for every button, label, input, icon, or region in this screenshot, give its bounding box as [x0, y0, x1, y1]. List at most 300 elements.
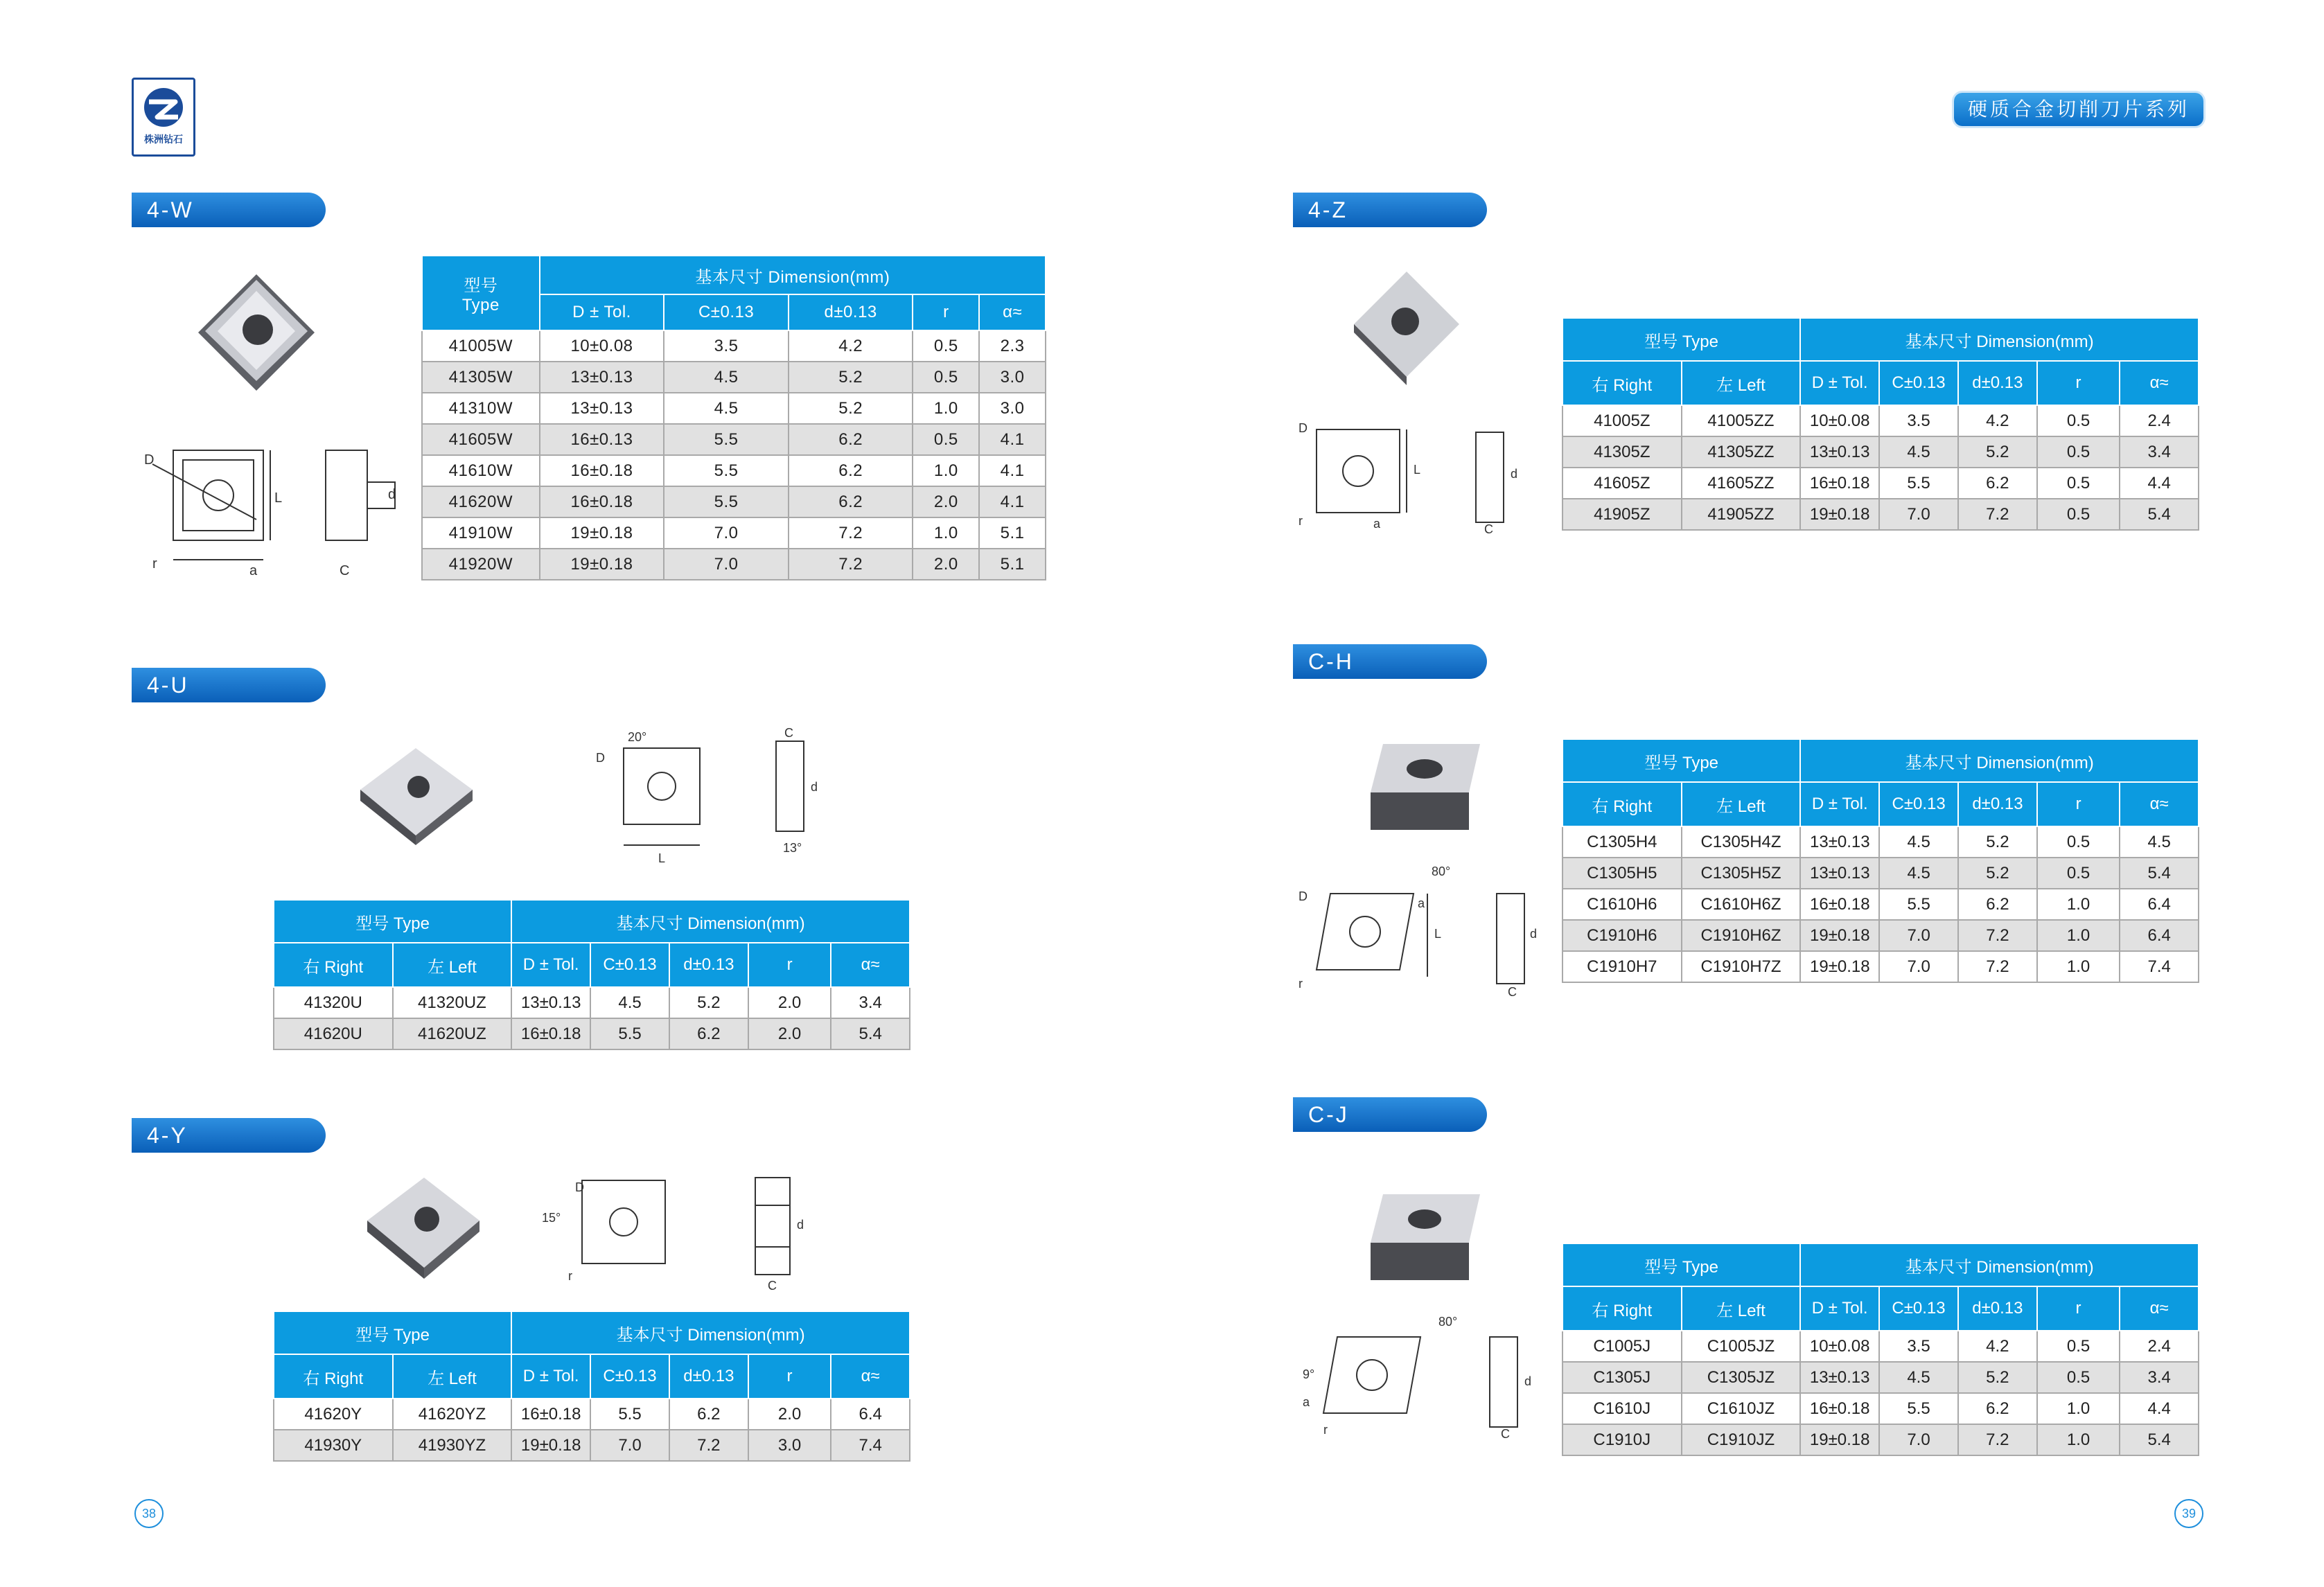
col-header: d±0.13 — [1958, 1286, 2037, 1331]
col-header: C±0.13 — [1879, 1286, 1958, 1331]
table-cell: 16±0.18 — [540, 455, 664, 486]
table-cell: 7.0 — [1879, 920, 1958, 951]
label-D: D — [1299, 423, 1308, 435]
insert-ch-image — [1365, 734, 1483, 838]
label-a: a — [1303, 1395, 1310, 1409]
table-cell: 5.2 — [789, 393, 913, 424]
table-cell: 41620U — [274, 1018, 393, 1049]
col-header: r — [748, 1354, 831, 1399]
section-title-cj: C-J — [1293, 1097, 1487, 1132]
table-cell: C1305H5Z — [1682, 858, 1801, 889]
section-title-4u: 4-U — [132, 668, 326, 702]
table-cell: 13±0.13 — [540, 393, 664, 424]
table-cell: C1610H6 — [1562, 889, 1682, 920]
label-angle-80: 80° — [1432, 866, 1451, 878]
table-cell: 41320UZ — [393, 987, 512, 1018]
table-cell: 13±0.13 — [1800, 1362, 1879, 1393]
table-cell: 4.2 — [1958, 405, 2037, 436]
insert-4y-image — [360, 1171, 485, 1282]
label-angle-20: 20° — [628, 730, 647, 744]
table-cell: 5.5 — [1879, 1393, 1958, 1424]
insert-4w-image — [194, 270, 319, 395]
col-header: d±0.13 — [1958, 782, 2037, 826]
table-row — [1562, 405, 2199, 436]
table-cell: 5.2 — [669, 987, 748, 1018]
table-cell: 16±0.18 — [511, 1018, 590, 1049]
table-cell: 0.5 — [2037, 1362, 2120, 1393]
header-type: 型号 Type — [274, 1311, 511, 1354]
col-header: C±0.13 — [1879, 361, 1958, 405]
table-cell: 41005Z — [1562, 405, 1682, 436]
col-header: C±0.13 — [1879, 782, 1958, 826]
table-cell: 5.2 — [1958, 1362, 2037, 1393]
table-cell: 41920W — [422, 549, 540, 580]
table-cell: 16±0.18 — [1800, 468, 1879, 499]
label-C: C — [784, 727, 793, 740]
drawing-4z — [1296, 423, 1545, 547]
table-cell: 19±0.18 — [511, 1430, 590, 1461]
col-header: C±0.13 — [590, 943, 669, 987]
col-header: r — [748, 943, 831, 987]
table-cell: 3.4 — [2120, 436, 2199, 468]
table-cell: 41605ZZ — [1682, 468, 1801, 499]
col-header: r — [2037, 782, 2120, 826]
table-cell: 2.0 — [748, 987, 831, 1018]
table-cell: 3.5 — [1879, 1331, 1958, 1362]
insert-4u-image — [353, 741, 478, 845]
table-row — [422, 517, 1046, 549]
table-cell: C1005J — [1562, 1331, 1682, 1362]
table-cell: 5.5 — [590, 1399, 669, 1430]
table-cell: 7.2 — [789, 517, 913, 549]
table-cell: 1.0 — [2037, 889, 2120, 920]
col-header: d±0.13 — [669, 1354, 748, 1399]
logo-mark-icon — [142, 87, 185, 128]
drawing-4u — [589, 727, 838, 866]
table-cell: C1305JZ — [1682, 1362, 1801, 1393]
table-row — [1562, 826, 2199, 858]
table-cell: 41620UZ — [393, 1018, 512, 1049]
label-a: a — [1418, 896, 1425, 910]
spec-table-4z — [1562, 317, 2199, 531]
table-cell: 41930YZ — [393, 1430, 512, 1461]
table-cell: 5.1 — [979, 549, 1046, 580]
series-title-badge: 硬质合金切削刀片系列 — [1954, 93, 2203, 126]
table-cell: 7.0 — [664, 549, 789, 580]
drawing-4w — [139, 443, 416, 582]
label-r: r — [568, 1269, 572, 1283]
label-d: d — [1524, 1374, 1532, 1388]
table-cell: 16±0.18 — [1800, 1393, 1879, 1424]
table-cell: 3.4 — [2120, 1362, 2199, 1393]
header-type — [422, 256, 540, 330]
table-cell: 1.0 — [2037, 1393, 2120, 1424]
spec-table-4w — [421, 255, 1046, 580]
label-C: C — [768, 1279, 777, 1293]
table-cell: 1.0 — [2037, 920, 2120, 951]
brand-logo — [132, 78, 195, 157]
header-type-en: Type — [461, 295, 500, 314]
table-cell: C1305H5 — [1562, 858, 1682, 889]
label-D: D — [1299, 889, 1308, 903]
label-C: C — [340, 563, 350, 578]
table-cell: C1610JZ — [1682, 1393, 1801, 1424]
table-cell: 19±0.18 — [540, 549, 664, 580]
table-cell: 2.0 — [913, 549, 979, 580]
table-cell: 2.3 — [979, 330, 1046, 362]
table-cell: 7.0 — [590, 1430, 669, 1461]
col-header: D ± Tol. — [511, 1354, 590, 1399]
table-cell: 6.2 — [789, 455, 913, 486]
table-cell: 4.2 — [1958, 1331, 2037, 1362]
col-header: α≈ — [2120, 782, 2199, 826]
table-cell: 6.4 — [831, 1399, 910, 1430]
table-row — [274, 1399, 910, 1430]
table-cell: 13±0.13 — [1800, 826, 1879, 858]
table-cell: C1005JZ — [1682, 1331, 1801, 1362]
col-header-right: 右 Right — [1562, 361, 1682, 405]
table-cell: 6.2 — [1958, 468, 2037, 499]
table-cell: 2.4 — [2120, 1331, 2199, 1362]
label-d: d — [1511, 467, 1518, 481]
label-a: a — [1373, 517, 1381, 531]
table-cell: 4.5 — [1879, 858, 1958, 889]
table-cell: 41605Z — [1562, 468, 1682, 499]
table-cell: 4.2 — [789, 330, 913, 362]
table-row — [1562, 499, 2199, 530]
table-cell: 3.0 — [979, 362, 1046, 393]
label-angle-80: 80° — [1438, 1316, 1458, 1329]
table-cell: 1.0 — [2037, 951, 2120, 982]
table-cell: 4.5 — [1879, 436, 1958, 468]
col-header: r — [2037, 1286, 2120, 1331]
label-a: a — [249, 563, 258, 578]
label-D: D — [575, 1180, 584, 1194]
table-cell: 5.2 — [1958, 826, 2037, 858]
table-cell: 0.5 — [2037, 436, 2120, 468]
table-cell: C1910J — [1562, 1424, 1682, 1455]
table-row — [1562, 1331, 2199, 1362]
table-cell: 4.4 — [2120, 1393, 2199, 1424]
header-dimension: 基本尺寸 Dimension(mm) — [1800, 318, 2199, 361]
table-cell: 2.0 — [748, 1018, 831, 1049]
table-cell: 4.5 — [590, 987, 669, 1018]
table-cell: 41930Y — [274, 1430, 393, 1461]
table-cell: C1910JZ — [1682, 1424, 1801, 1455]
table-cell: 7.4 — [2120, 951, 2199, 982]
header-dimension: 基本尺寸 Dimension(mm) — [1800, 1243, 2199, 1286]
table-cell: 41605W — [422, 424, 540, 455]
table-cell: 16±0.13 — [540, 424, 664, 455]
table-cell: 13±0.13 — [1800, 436, 1879, 468]
table-cell: C1910H6Z — [1682, 920, 1801, 951]
table-row — [1562, 468, 2199, 499]
label-r: r — [152, 556, 157, 571]
col-header: C±0.13 — [664, 294, 789, 330]
drawing-4y — [540, 1171, 818, 1295]
col-header: D ± Tol. — [1800, 361, 1879, 405]
col-header-left: 左 Left — [1682, 1286, 1801, 1331]
label-angle-13: 13° — [783, 841, 802, 855]
spec-table-4u — [273, 899, 910, 1050]
table-row — [1562, 889, 2199, 920]
table-cell: 41620YZ — [393, 1399, 512, 1430]
table-row — [1562, 951, 2199, 982]
table-cell: 7.2 — [789, 549, 913, 580]
table-cell: 16±0.18 — [1800, 889, 1879, 920]
table-cell: 13±0.13 — [1800, 858, 1879, 889]
header-dimension: 基本尺寸 Dimension(mm) — [511, 1311, 910, 1354]
col-header: D ± Tol. — [540, 294, 664, 330]
col-header-left: 左 Left — [1682, 782, 1801, 826]
label-L: L — [1434, 927, 1442, 941]
table-cell: 3.4 — [831, 987, 910, 1018]
label-C: C — [1484, 522, 1493, 536]
table-cell: 6.2 — [669, 1399, 748, 1430]
table-cell: 41620Y — [274, 1399, 393, 1430]
table-cell: C1910H6 — [1562, 920, 1682, 951]
table-cell: 13±0.13 — [511, 987, 590, 1018]
table-cell: 7.0 — [1879, 499, 1958, 530]
table-cell: 0.5 — [913, 362, 979, 393]
table-cell: C1610J — [1562, 1393, 1682, 1424]
table-row — [422, 330, 1046, 362]
table-cell: 19±0.18 — [1800, 920, 1879, 951]
drawing-cj — [1296, 1316, 1545, 1441]
table-cell: C1305J — [1562, 1362, 1682, 1393]
label-d: d — [388, 487, 396, 502]
table-cell: 4.4 — [2120, 468, 2199, 499]
table-cell: 0.5 — [2037, 858, 2120, 889]
table-cell: 6.4 — [2120, 889, 2199, 920]
table-cell: 0.5 — [2037, 405, 2120, 436]
spec-table-cj — [1562, 1243, 2199, 1456]
table-cell: 0.5 — [2037, 499, 2120, 530]
table-cell: 3.5 — [1879, 405, 1958, 436]
table-cell: 5.5 — [664, 486, 789, 517]
table-cell: 10±0.08 — [1800, 405, 1879, 436]
header-dimension: 基本尺寸 Dimension(mm) — [511, 900, 910, 943]
table-cell: 10±0.08 — [540, 330, 664, 362]
table-cell: 2.0 — [913, 486, 979, 517]
label-d: d — [1530, 927, 1538, 941]
col-header-right: 右 Right — [1562, 782, 1682, 826]
table-cell: 4.5 — [1879, 826, 1958, 858]
label-L: L — [658, 851, 666, 865]
table-cell: 41305Z — [1562, 436, 1682, 468]
page-number-right: 39 — [2174, 1499, 2203, 1528]
table-cell: 1.0 — [913, 393, 979, 424]
spec-table-ch — [1562, 738, 2199, 983]
insert-cj-image — [1365, 1185, 1483, 1288]
table-cell: C1910H7Z — [1682, 951, 1801, 982]
col-header-right: 右 Right — [274, 943, 393, 987]
table-cell: 5.5 — [590, 1018, 669, 1049]
table-cell: 19±0.18 — [1800, 951, 1879, 982]
table-cell: 13±0.13 — [540, 362, 664, 393]
table-cell: 41005ZZ — [1682, 405, 1801, 436]
col-header: α≈ — [2120, 361, 2199, 405]
col-header-left: 左 Left — [393, 943, 512, 987]
table-row — [1562, 1362, 2199, 1393]
table-cell: 0.5 — [913, 330, 979, 362]
table-cell: 10±0.08 — [1800, 1331, 1879, 1362]
col-header: d±0.13 — [1958, 361, 2037, 405]
header-dimension: 基本尺寸 Dimension(mm) — [540, 256, 1046, 294]
label-D: D — [596, 751, 605, 765]
table-cell: 41905ZZ — [1682, 499, 1801, 530]
table-cell: 0.5 — [2037, 468, 2120, 499]
col-header-left: 左 Left — [1682, 361, 1801, 405]
table-cell: 1.0 — [913, 517, 979, 549]
table-cell: 5.4 — [831, 1018, 910, 1049]
table-cell: 4.1 — [979, 424, 1046, 455]
table-cell: 6.2 — [1958, 1393, 2037, 1424]
table-cell: 7.2 — [1958, 1424, 2037, 1455]
table-cell: 4.5 — [2120, 826, 2199, 858]
table-cell: 5.5 — [664, 455, 789, 486]
table-cell: 19±0.18 — [540, 517, 664, 549]
section-title-4w: 4-W — [132, 193, 326, 227]
logo-text: 株洲钻石 — [144, 134, 183, 145]
table-cell: 41620W — [422, 486, 540, 517]
col-header: r — [913, 294, 979, 330]
table-row — [1562, 1424, 2199, 1455]
label-L: L — [1414, 463, 1421, 477]
table-row — [422, 362, 1046, 393]
table-row — [274, 987, 910, 1018]
table-cell: 41320U — [274, 987, 393, 1018]
col-header: D ± Tol. — [1800, 1286, 1879, 1331]
header-type: 型号 Type — [1562, 318, 1800, 361]
page-number-left: 38 — [134, 1499, 164, 1528]
table-cell: 5.5 — [1879, 468, 1958, 499]
table-cell: 4.5 — [664, 362, 789, 393]
table-cell: 5.4 — [2120, 1424, 2199, 1455]
label-D: D — [144, 452, 155, 468]
insert-4z-image — [1351, 269, 1462, 387]
table-cell: 41305W — [422, 362, 540, 393]
table-cell: 2.4 — [2120, 405, 2199, 436]
table-cell: 6.2 — [669, 1018, 748, 1049]
table-cell: 5.5 — [664, 424, 789, 455]
table-cell: 0.5 — [913, 424, 979, 455]
col-header: D ± Tol. — [511, 943, 590, 987]
table-cell: 1.0 — [2037, 1424, 2120, 1455]
table-cell: C1610H6Z — [1682, 889, 1801, 920]
table-cell: 19±0.18 — [1800, 1424, 1879, 1455]
label-d: d — [811, 780, 818, 794]
table-cell: 5.2 — [789, 362, 913, 393]
table-row — [422, 486, 1046, 517]
label-angle-9: 9° — [1303, 1367, 1315, 1381]
header-type: 型号 Type — [1562, 739, 1800, 782]
table-cell: 7.0 — [1879, 951, 1958, 982]
table-cell: 41005W — [422, 330, 540, 362]
col-header-right: 右 Right — [1562, 1286, 1682, 1331]
label-r: r — [1299, 514, 1303, 528]
table-cell: 7.2 — [1958, 499, 2037, 530]
table-cell: 16±0.18 — [511, 1399, 590, 1430]
table-cell: 5.2 — [1958, 858, 2037, 889]
col-header: D ± Tol. — [1800, 782, 1879, 826]
table-row — [1562, 920, 2199, 951]
table-cell: 19±0.18 — [1800, 499, 1879, 530]
table-cell: 16±0.18 — [540, 486, 664, 517]
col-header: d±0.13 — [669, 943, 748, 987]
label-r: r — [1299, 977, 1303, 991]
col-header-right: 右 Right — [274, 1354, 393, 1399]
table-row — [422, 549, 1046, 580]
table-row — [1562, 436, 2199, 468]
table-row — [422, 393, 1046, 424]
table-cell: 41305ZZ — [1682, 436, 1801, 468]
table-cell: 7.4 — [831, 1430, 910, 1461]
col-header: d±0.13 — [789, 294, 913, 330]
label-angle-15: 15° — [542, 1211, 561, 1225]
section-title-ch: C-H — [1293, 644, 1487, 679]
table-cell: 4.5 — [664, 393, 789, 424]
table-cell: 4.1 — [979, 455, 1046, 486]
header-type-cn: 型号 — [464, 276, 498, 295]
header-dimension: 基本尺寸 Dimension(mm) — [1800, 739, 2199, 782]
table-cell: 5.2 — [1958, 436, 2037, 468]
col-header-left: 左 Left — [393, 1354, 512, 1399]
section-title-4z: 4-Z — [1293, 193, 1487, 227]
table-cell: C1305H4 — [1562, 826, 1682, 858]
table-cell: 5.4 — [2120, 499, 2199, 530]
section-title-4y: 4-Y — [132, 1118, 326, 1153]
col-header: α≈ — [831, 943, 910, 987]
table-cell: 7.2 — [669, 1430, 748, 1461]
table-cell: 3.5 — [664, 330, 789, 362]
table-cell: 3.0 — [979, 393, 1046, 424]
table-cell: 5.1 — [979, 517, 1046, 549]
table-cell: 0.5 — [2037, 1331, 2120, 1362]
col-header: α≈ — [2120, 1286, 2199, 1331]
table-cell: C1305H4Z — [1682, 826, 1801, 858]
label-C: C — [1501, 1427, 1510, 1441]
table-cell: 3.0 — [748, 1430, 831, 1461]
col-header: r — [2037, 361, 2120, 405]
table-cell: 6.4 — [2120, 920, 2199, 951]
col-header: α≈ — [831, 1354, 910, 1399]
label-r: r — [1323, 1423, 1328, 1437]
table-cell: 6.2 — [1958, 889, 2037, 920]
table-cell: 7.2 — [1958, 920, 2037, 951]
label-C: C — [1508, 985, 1517, 999]
table-cell: 2.0 — [748, 1399, 831, 1430]
drawing-ch — [1296, 866, 1545, 1004]
table-row — [1562, 858, 2199, 889]
table-cell: 0.5 — [2037, 826, 2120, 858]
header-type: 型号 Type — [1562, 1243, 1800, 1286]
table-cell: 41310W — [422, 393, 540, 424]
table-cell: 7.2 — [1958, 951, 2037, 982]
spec-table-4y — [273, 1311, 910, 1462]
table-cell: 7.0 — [664, 517, 789, 549]
col-header: C±0.13 — [590, 1354, 669, 1399]
table-cell: 6.2 — [789, 486, 913, 517]
label-L: L — [274, 490, 283, 506]
label-d: d — [797, 1218, 804, 1232]
table-cell: 41610W — [422, 455, 540, 486]
table-cell: 1.0 — [913, 455, 979, 486]
table-row — [1562, 1393, 2199, 1424]
table-cell: 6.2 — [789, 424, 913, 455]
table-cell: 41910W — [422, 517, 540, 549]
header-type: 型号 Type — [274, 900, 511, 943]
